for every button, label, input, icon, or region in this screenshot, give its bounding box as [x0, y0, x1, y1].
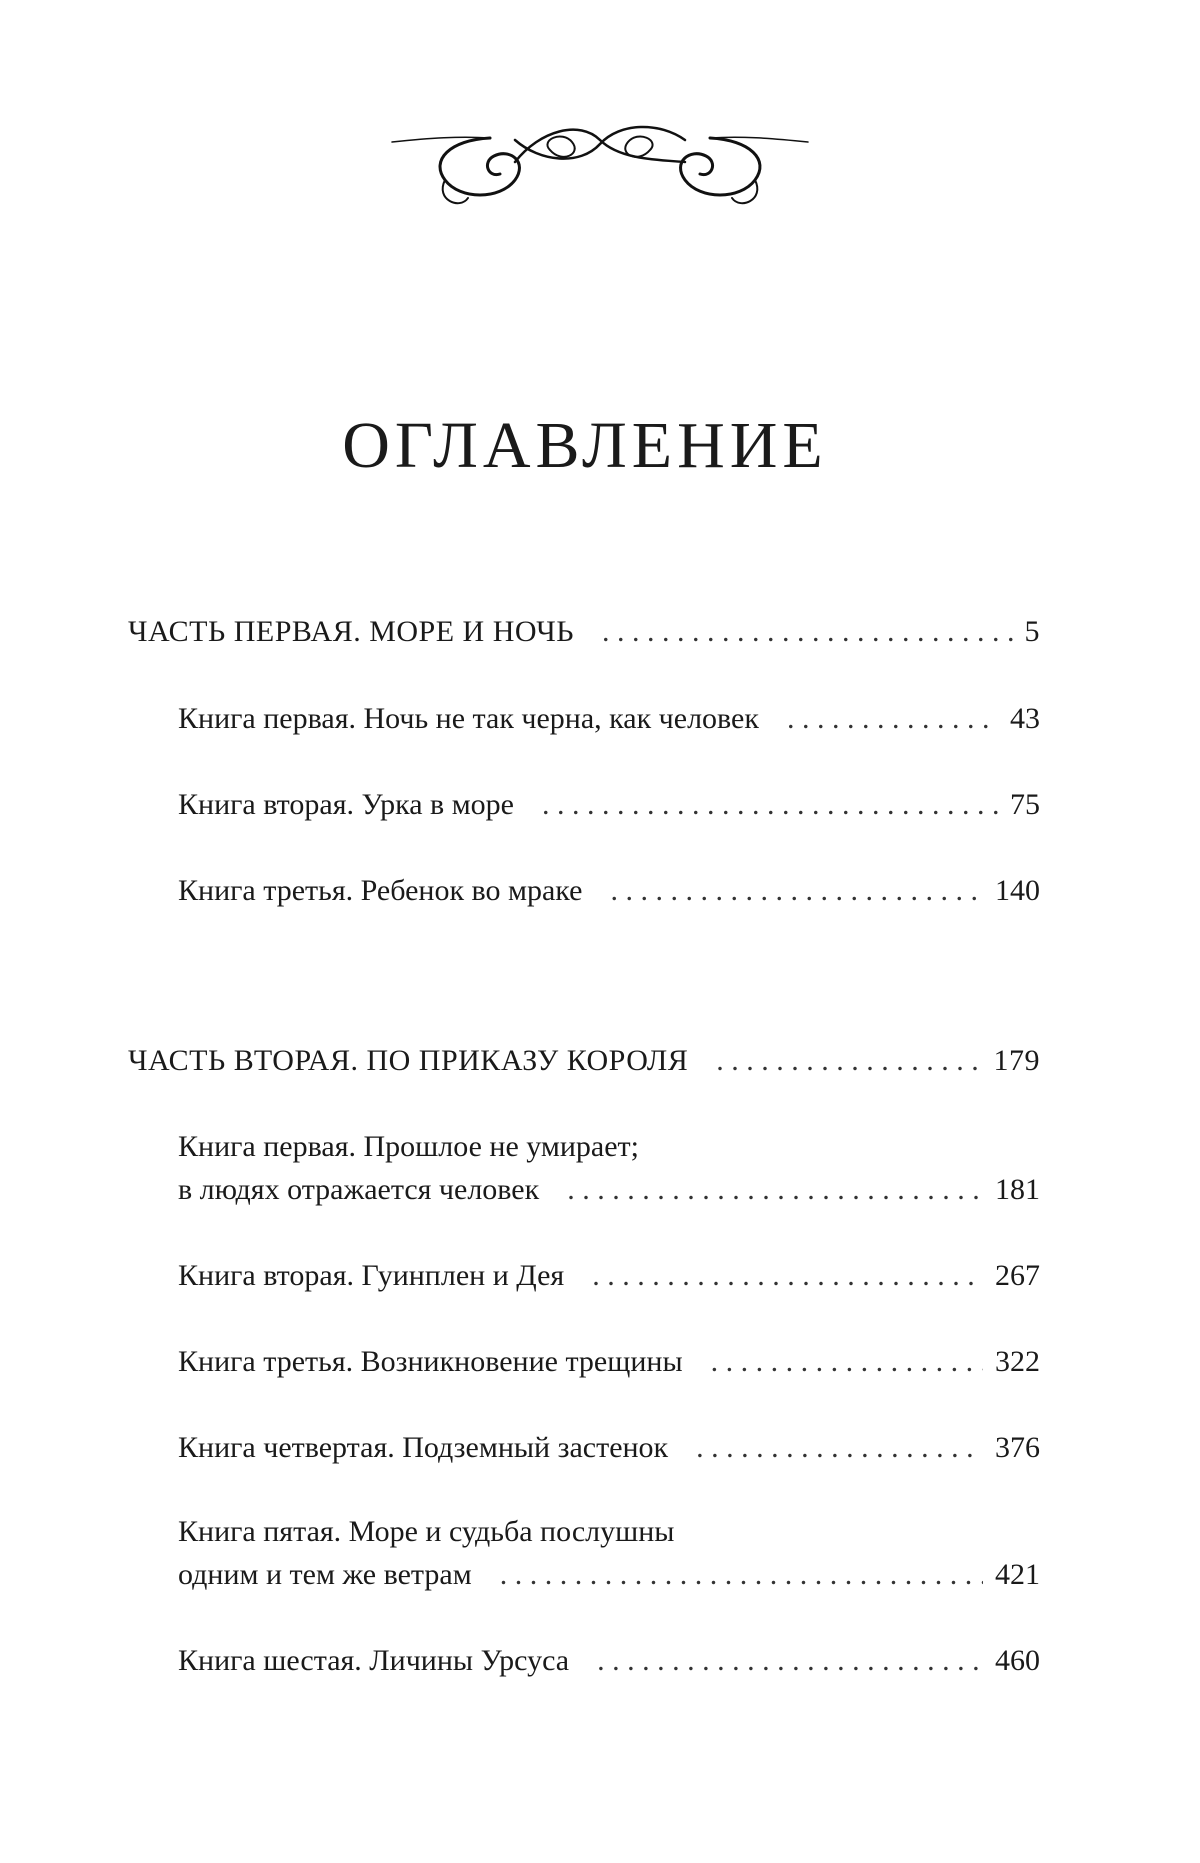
- dot-leader: [597, 1639, 983, 1682]
- dot-leader: [542, 783, 998, 826]
- dot-leader: [696, 1426, 983, 1469]
- dot-leader: [567, 1168, 983, 1211]
- entry-title: Книга шестая. Личины Урсуса: [178, 1644, 570, 1677]
- entry-title: Книга первая. Ночь не так черна, как человек: [178, 702, 759, 735]
- toc-entry-part-2: [128, 1039, 1040, 1082]
- dot-leader: [716, 1039, 981, 1082]
- toc-entry-book: [178, 869, 1040, 912]
- entry-title-continued: в людях отражается человек: [178, 1173, 540, 1206]
- entry-title: Книга третья. Возникновение трещины: [178, 1345, 683, 1378]
- toc-entry-book: [178, 783, 1040, 826]
- page-number: 140: [995, 874, 1040, 907]
- toc-entry-book: [178, 1510, 1040, 1596]
- page-number: 460: [995, 1644, 1040, 1677]
- page-number: 322: [995, 1345, 1040, 1378]
- entry-title: Книга вторая. Урка в море: [178, 788, 514, 821]
- dot-leader: [602, 610, 1012, 653]
- entry-title: Книга пятая. Море и судьба послушны: [178, 1515, 675, 1548]
- page-number: 179: [993, 1044, 1040, 1077]
- dot-leader: [500, 1553, 983, 1596]
- entry-title: Книга четвертая. Подземный застенок: [178, 1431, 669, 1464]
- entry-title: ЧАСТЬ ВТОРАЯ. ПО ПРИКАЗУ КОРОЛЯ: [128, 1044, 689, 1077]
- toc-entry-book: [178, 697, 1040, 740]
- entry-title: Книга первая. Прошлое не умирает;: [178, 1130, 640, 1163]
- toc-entry-part-1: [128, 610, 1040, 653]
- toc-entry-book: [178, 1426, 1040, 1469]
- toc-entry-book: [178, 1340, 1040, 1383]
- toc-entry-book: [178, 1125, 1040, 1211]
- page-number: 267: [995, 1259, 1040, 1292]
- dot-leader: [610, 869, 983, 912]
- dot-leader: [787, 697, 998, 740]
- entry-title-continued: одним и тем же ветрам: [178, 1558, 472, 1591]
- toc-entry-book: [178, 1639, 1040, 1682]
- page-number: 43: [1010, 702, 1040, 735]
- page-number: 5: [1024, 615, 1040, 648]
- dot-leader: [592, 1254, 983, 1297]
- entry-title: ЧАСТЬ ПЕРВАЯ. МОРЕ И НОЧЬ: [128, 615, 575, 648]
- toc-entry-book: [178, 1254, 1040, 1297]
- entry-title: Книга вторая. Гуинплен и Дея: [178, 1259, 565, 1292]
- page-number: 75: [1010, 788, 1040, 821]
- page-number: 421: [995, 1558, 1040, 1591]
- page-number: 181: [995, 1173, 1040, 1206]
- dot-leader: [711, 1340, 983, 1383]
- page-title: ОГЛАВЛЕНИЕ: [342, 409, 828, 482]
- page-number: 376: [995, 1431, 1040, 1464]
- entry-title: Книга третья. Ребенок во мраке: [178, 874, 583, 907]
